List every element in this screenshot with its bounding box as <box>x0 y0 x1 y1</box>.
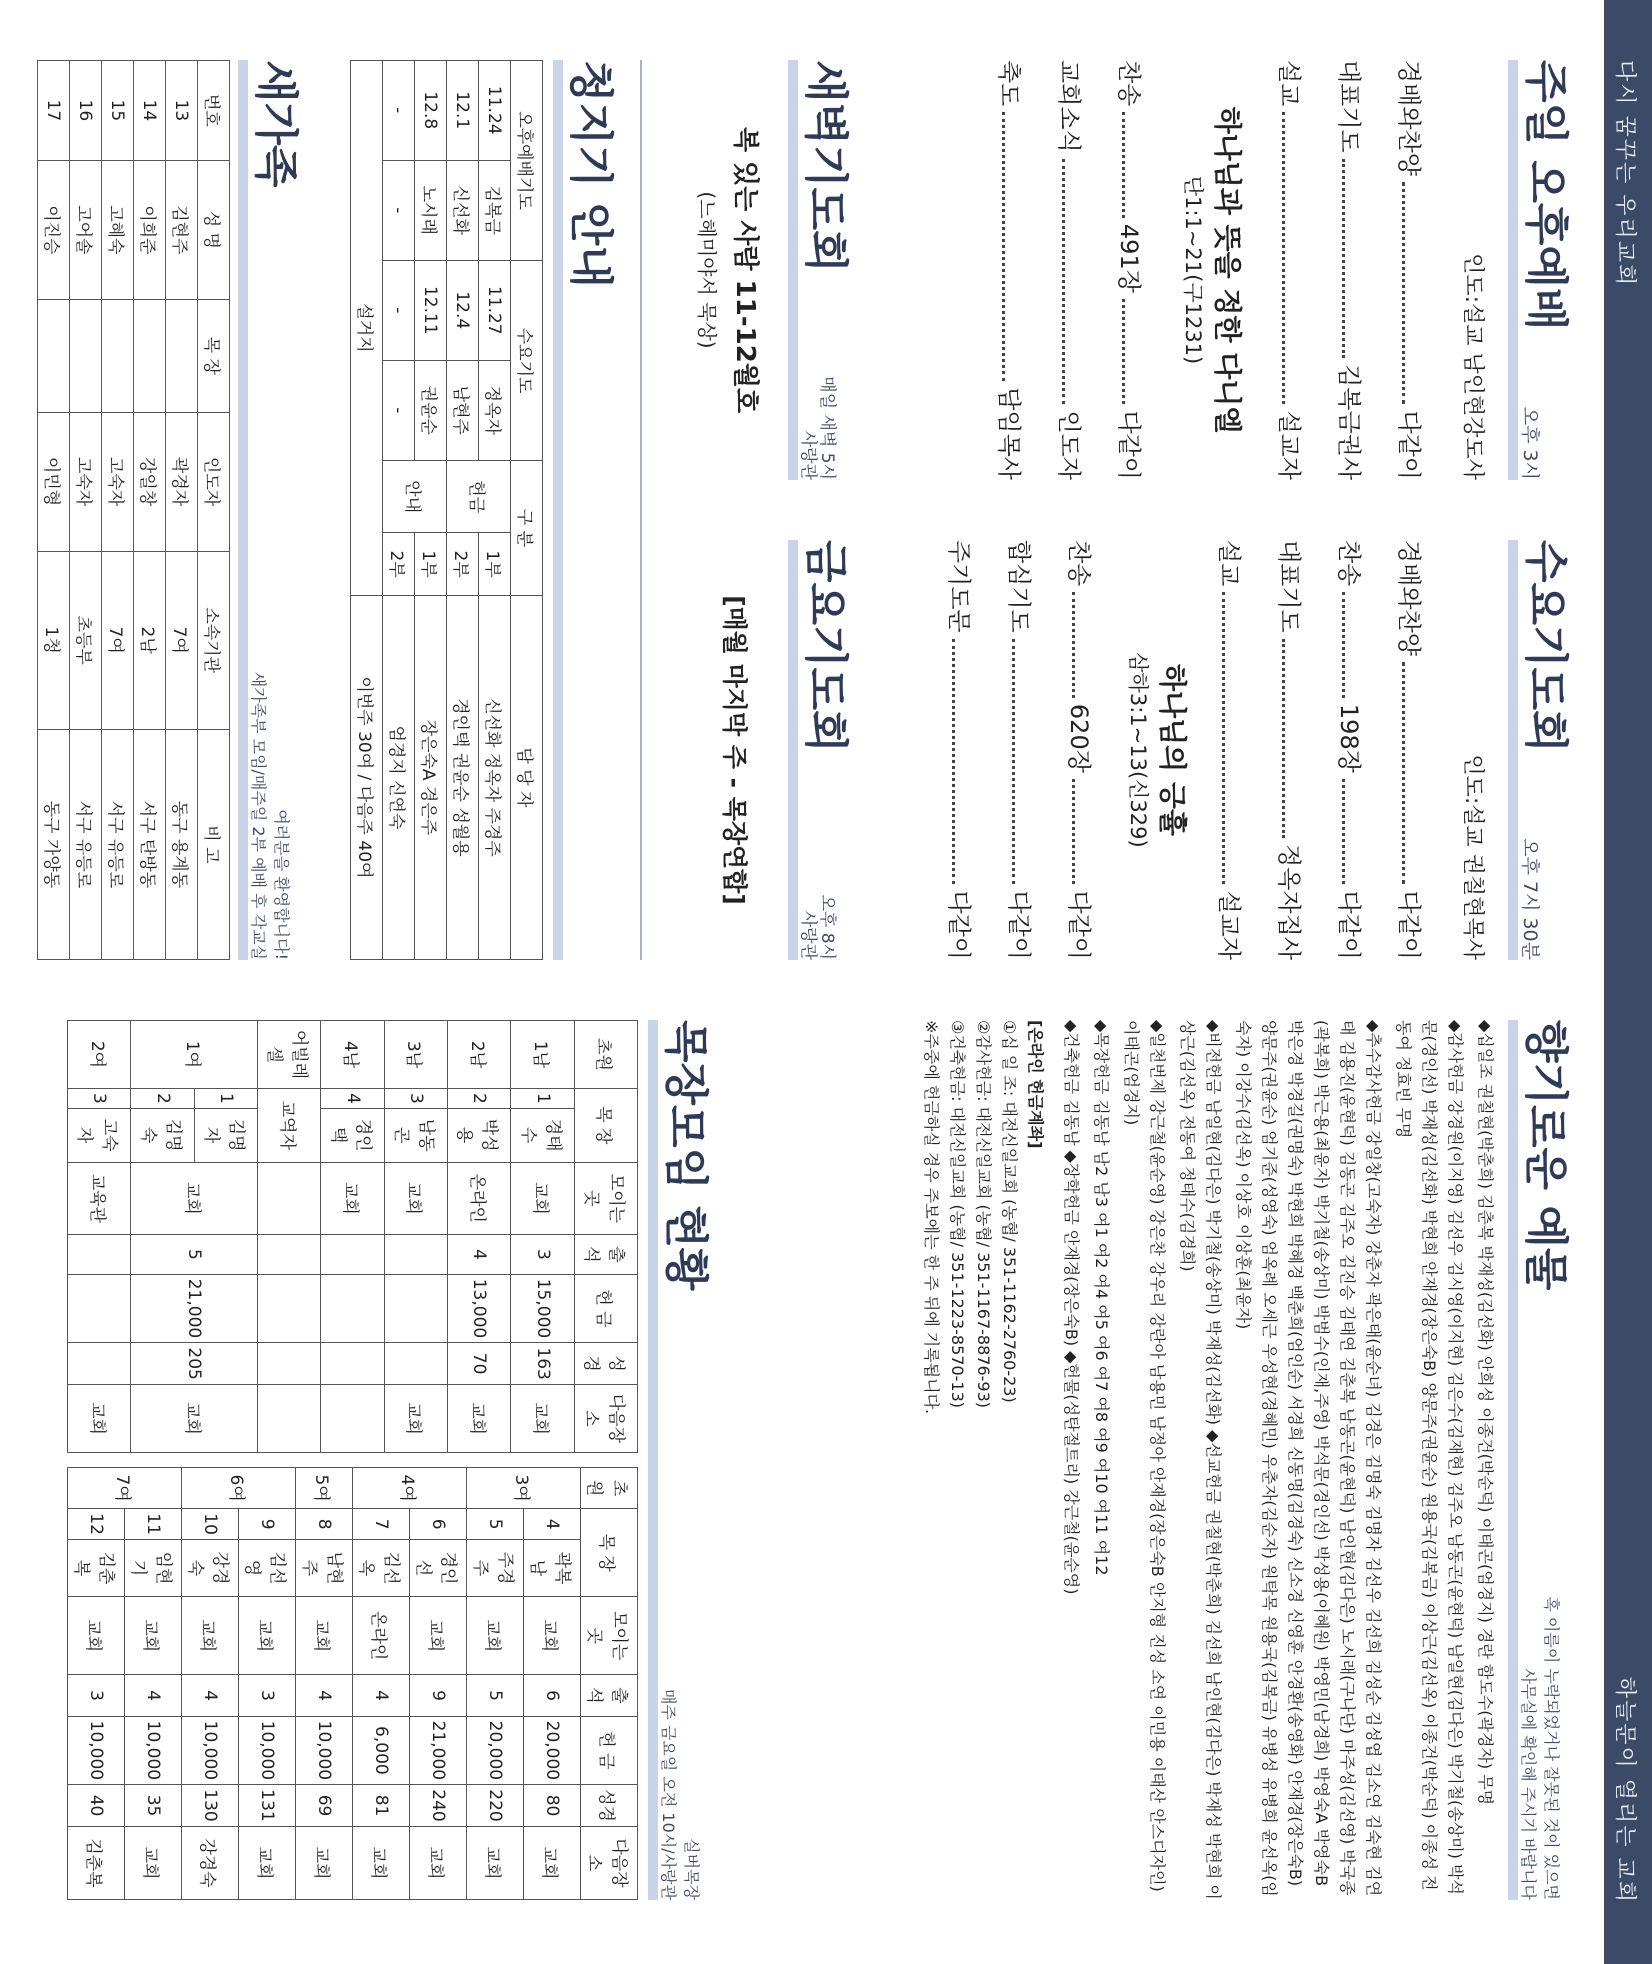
friday-section <box>652 540 862 960</box>
friday-title: 금요기도회 <box>800 540 851 753</box>
sunday-pm-row-news: 교회소식 인도자 <box>1054 60 1089 480</box>
mokjang-header-row: 초원 목 장 모이는 곳 출석 헌 금 성경 다음장소 <box>581 1468 638 1900</box>
offering-note1: 혹 이름이 누락되었거나 잘못된 것이 있으면 <box>1542 1596 1561 1900</box>
newcomers-note: 새가족부 모임/매주일 2부 예배 후 각교실 <box>249 671 268 960</box>
steward-header-row: 오후예배기도 수요기도 구 분 담 당 자 <box>511 61 543 960</box>
sunday-pm-bar <box>1508 60 1518 480</box>
wednesday-time: 오후 7시 30분 <box>1519 838 1541 960</box>
table-row: 17 이진승 이민형 1청 동구 가양동 <box>38 61 70 960</box>
mokjang-table-left <box>67 1020 638 1453</box>
mokjang-note2: 실버목장 <box>682 1838 701 1900</box>
account-note: ※주중에 헌금하실 경우 주보에는 한 주 뒤에 기록됩니다. <box>922 1020 941 1415</box>
offering-bar <box>1508 1020 1518 1900</box>
newcomers-header-row: 번호 성 명 목 장 인도자 소속기관 비 고 <box>198 61 230 960</box>
steward-section <box>327 60 627 960</box>
table-row: 1남 1 경태수 교회 3 15,000 163 교회 <box>511 1021 574 1453</box>
header-bar <box>1604 0 1652 1964</box>
wednesday-row-prayer: 대표기도 정옥자집사 <box>1274 540 1309 960</box>
steward-title: 청지기 안내 <box>565 60 616 288</box>
table-row: 5 주경주 교회 5 20,000 220 교회 <box>467 1468 524 1900</box>
newcomers-table <box>37 60 230 960</box>
wednesday-section <box>882 540 1582 960</box>
table-row: 4남 4 경인택 교회 <box>321 1021 384 1453</box>
offering-thousand: ◆일천번제 강근철(윤순영) 강은찬 강우리 강란아 남용민 남정아 안재경(장은숙B 안지형 진성 소연 이민용 이태산 안스디자인) 이태곤(엄경지) <box>1122 1020 1167 1892</box>
table-row: 16 고어솔 고숙자 초등부 서구 유등로 <box>70 61 102 960</box>
sunday-pm-sermon-title: 하나님과 뜻을 정한 다니엘 <box>1211 106 1244 434</box>
offering-tithe: ◆십일조 권칠현(박춘희) 김춘복 박재성(김선화) 안희성 이종건(박순덕) 이태곤(엄경지) 경란 함도수(곽경자) 무명 <box>1476 1020 1495 1806</box>
wednesday-leader: 인도:설교 권칠현목사 <box>1460 754 1485 960</box>
table-row: 어빌레셀 교역자 <box>258 1021 321 1453</box>
account-line: ③건축헌금: 대전신일교회 (농협/ 351-1223-8570-13) <box>948 1020 967 1408</box>
friday-time: 오후 8시 <box>817 894 837 960</box>
mokjang-header-row: 초원 목 장 모이는 곳 출석 헌 금 성경 다음장소 <box>574 1021 637 1453</box>
table-row: 6여 9 김선영 교회 3 10,000 131 교회 <box>239 1468 296 1900</box>
header-right-text: 하늘문이 열리는 교회 <box>1612 1676 1637 1904</box>
mokjang-note: 매주 금요일 오전 10시/사랑관 <box>659 1688 678 1900</box>
table-row: 14 이희준 강일창 2남 서구 탄방동 <box>134 61 166 960</box>
offering-vision: ◆비전헌금 남일현(김다은) 박기철(송상미) 박재성(김선화) ◆선교헌금 권칠현(박춘희) 김선희 남인현(김다은) 박재성 박현희 이상근(김선옥) 전동여 정태수(김경희) <box>1178 1020 1223 1900</box>
table-row: 5여 8 남현주 교회 4 10,000 69 교회 <box>296 1468 353 1900</box>
wednesday-sermon-title: 하나님의 긍휼 <box>1156 663 1189 837</box>
mokjang-title: 목장모임 현황 <box>660 1020 711 1291</box>
newcomers-title: 새가족 <box>250 60 301 188</box>
offering-mokjang: ◆목장헌금 김동남 남2 남3 여1 여2 여4 여5 여6 여7 여8 여9 여10 여11 여12 <box>1092 1020 1111 1576</box>
table-row: 2여 3 고숙자 교육관 교회 <box>68 1021 131 1453</box>
dawn-line1: 복 있는 사람 11-12월호 <box>730 126 760 414</box>
sunday-pm-section <box>882 60 1582 480</box>
mokjang-section <box>22 1020 722 1900</box>
wednesday-row-hymn: 찬송 198장 다같이 <box>1334 540 1369 960</box>
friday-place: 사랑관 <box>798 910 818 960</box>
wednesday-row-worship: 경배와찬양 다같이 <box>1394 540 1429 960</box>
table-row: - - - - 2부 엄경지 신연숙 <box>383 61 415 960</box>
dawn-section <box>652 60 862 480</box>
wednesday-sermon-ref: 삼하3:1~13(신329) <box>1126 652 1150 848</box>
dawn-bar <box>788 60 798 480</box>
newcomers-bar <box>238 60 248 960</box>
table-row: 2 김명숙 <box>131 1021 194 1453</box>
offering-thanks: ◆감사헌금 강경원(이지영) 김선우 김시영(이지현) 김은수(김재현) 김주오 남동곤(윤현덕) 남일현(김다은) 박기철(송상미) 박석문(경인선) 박재성(김선화) 박현희 안재경(장은숙B) 양문주(권윤순) 원용국(김복금) 이상근(김선옥) 이종건(박순덕) 이종성 전동여 정효빈 무명 <box>1394 1020 1465 1895</box>
friday-bar <box>788 540 798 960</box>
steward-bar <box>553 60 563 960</box>
offering-title: 향기로운 예물 <box>1520 1020 1571 1291</box>
table-row: 10 강경숙 교회 4 10,000 130 강경숙 <box>182 1468 239 1900</box>
sunday-pm-row-worship: 경배와찬양 다같이 <box>1394 60 1429 480</box>
table-row: 4여 6 경인선 교회 9 21,000 240 교회 <box>410 1468 467 1900</box>
table-row: 13 김현주 곽경자 7여 동구 용계동 <box>166 61 198 960</box>
header-left-text: 다시 꿈꾸는 우리교회 <box>1612 60 1637 288</box>
table-row: 3남 3 남동곤 교회 교회 <box>384 1021 447 1453</box>
sunday-pm-row-sermon: 설교 설교자 <box>1274 60 1309 480</box>
friday-line1: [매월 마지막 주 - 목장연합] <box>720 595 749 905</box>
mokjang-table-right <box>67 1467 638 1900</box>
sunday-pm-row-hymn: 찬송 491장 다같이 <box>1114 60 1149 480</box>
offering-note2: 사무실에 확인해 주시기 바랍니다 <box>1519 1668 1538 1900</box>
wednesday-row-unison-prayer: 합심기도 다같이 <box>1004 540 1039 960</box>
table-row: 11.24 김복금 11.27 정옥자 헌금 1부 신선화 정옥자 주경주 <box>479 61 511 960</box>
sunday-pm-sermon-ref: 단1:1~21(구1231) <box>1181 175 1205 365</box>
wednesday-title: 수요기도회 <box>1520 540 1571 753</box>
newcomers-section <box>22 60 312 960</box>
table-row: 12.1 신선화 12.4 남현주 2부 경인택 권윤순 성월용 <box>447 61 479 960</box>
offering-building: ◆건축헌금 김동남 ◆장학헌금 안재경(장은숙B) ◆헌물(성탄절트리) 강근철(윤순영) <box>1062 1020 1081 1595</box>
dawn-time: 매일 새벽 5시 <box>817 376 837 480</box>
wednesday-row-hymn2: 찬송 620장 다같이 <box>1064 540 1099 960</box>
sunday-pm-title: 주일 오후예배 <box>1520 60 1571 331</box>
wednesday-row-lords-prayer: 주기도문 다같이 <box>944 540 979 960</box>
account-title: [온라인 헌금계좌] <box>1026 1020 1045 1149</box>
mokjang-bar <box>648 1020 658 1900</box>
wednesday-row-sermon: 설교 설교자 <box>1214 540 1249 960</box>
newcomers-note2: 여러분을 환영합니다! <box>272 809 291 960</box>
divider <box>640 60 642 960</box>
sunday-pm-leader: 인도:설교 남인현강도사 <box>1460 253 1485 480</box>
dawn-place: 사랑관 <box>798 430 818 480</box>
sunday-pm-time: 오후 3시 <box>1519 406 1541 480</box>
table-row: 7여 11 임현기 교회 4 10,000 35 교회 <box>125 1468 182 1900</box>
table-row: 1여 1 김명자 교회 5 21,000 205 교회 <box>194 1021 257 1453</box>
steward-table <box>350 60 543 960</box>
table-row: 설거지 이번주 30여 / 다음주 40여 <box>351 61 383 960</box>
table-row: 15 고혜숙 고숙자 7여 서구 유등로 <box>102 61 134 960</box>
table-row: 3여 4 곽복남 교회 6 20,000 80 교회 <box>524 1468 581 1900</box>
sunday-pm-row-benediction: 축도 담임목사 <box>994 60 1029 480</box>
wednesday-bar <box>1508 540 1518 960</box>
table-row: 12.8 노시래 12.11 권윤순 안내 1부 장은숙A 경은주 <box>415 61 447 960</box>
account-line: ②감사헌금: 대전신일교회 (농협/ 351-1167-8876-93) <box>974 1020 993 1408</box>
sunday-pm-row-prayer: 대표기도 김복금권사 <box>1334 60 1369 480</box>
table-row: 12 김춘복 교회 3 10,000 40 김춘복 <box>68 1468 125 1900</box>
offering-harvest: ◆추수감사헌금 강일창(고숙자) 강춘자 곽은태(윤순녀) 김경은 김명숙 김명자 김선우 김선희 김성순 김성엽 김소연 김숙현 김연태 김용진(윤현덕) 김동곤 김주오 김진승 김태연 김춘복 남동곤(윤현덕) 남인현(김다은) 노시래(구나단) 마주성(김선영) 박국종(곽복희) 박근용(최윤자) 박기철(송상미) 박범수(인재,주영) 박석문(경인선) 박성용(이혜원) 박영민(남경희) 박영숙A 박영숙B 박은경 박경길(권명숙) 박현희 박혜경 백춘희(엄인순) 서경희 신동명(김경숙) 신소경 신영훈 안경환(송영화) 안재경(장은숙B) 양문주(권윤순) 엄기준(성영숙) 엄옥례 오세근 우성현(경혜민) 우춘자(김순자) 원탁목 원용국(김복금) 유병성 유병희 윤선옥(임숙자) 이강수(김선옥) 이상호 이상훈(최윤자) <box>1234 1020 1383 1897</box>
dawn-line2: (느헤미야서 묵상) <box>695 191 719 349</box>
table-row: 7 김선옥 온라인 4 6,000 81 교회 <box>353 1468 410 1900</box>
offering-section <box>742 1020 1582 1900</box>
dawn-title: 새벽기도회 <box>800 60 851 273</box>
account-line: ①십 일 조: 대전신일교회 (농협/ 351-1162-2760-23) <box>1000 1020 1019 1403</box>
table-row: 2남 2 박성용 온라인 4 13,000 70 교회 <box>448 1021 511 1453</box>
